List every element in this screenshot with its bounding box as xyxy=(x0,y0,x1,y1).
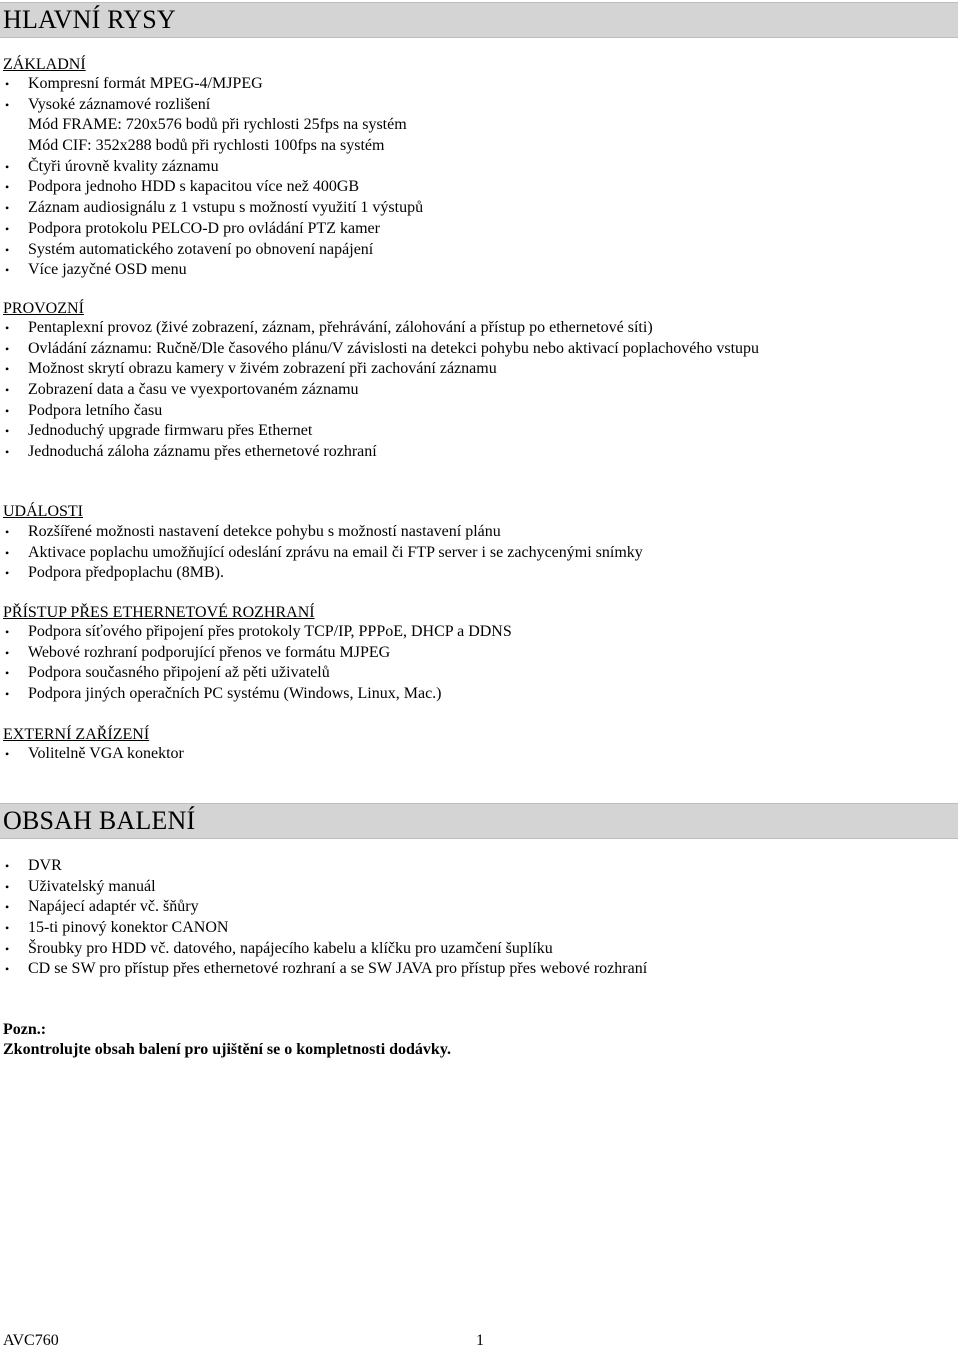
list-item-text: Podpora protokolu PELCO-D pro ovládání PTZ kamer xyxy=(28,219,380,237)
bullet-icon: • xyxy=(5,97,10,112)
main-heading: HLAVNÍ RYSY xyxy=(3,5,176,34)
list-item-text: Rozšířené možnosti nastavení detekce pohybu s možností nastavení plánu xyxy=(28,523,501,540)
heading-udalosti: UDÁLOSTI xyxy=(3,503,83,520)
list-item-text: Podpora letního času xyxy=(28,401,163,419)
footer-model: AVC760 xyxy=(3,1332,59,1349)
bullet-icon: • xyxy=(5,666,10,681)
list-item-text: Napájecí adaptér vč. šňůry xyxy=(28,898,199,916)
bullet-icon: • xyxy=(5,525,10,539)
bullet-icon: • xyxy=(5,687,10,702)
list-item-text: Více jazyčné OSD menu xyxy=(28,261,187,279)
list-item-text: Mód FRAME: 720x576 bodů při rychlosti 25fps na systém xyxy=(28,116,407,134)
bullet-icon: • xyxy=(5,362,10,377)
bullet-icon: • xyxy=(5,645,10,660)
bullet-icon: • xyxy=(5,341,10,356)
bullet-icon: • xyxy=(5,383,10,398)
bullet-icon: • xyxy=(5,879,10,894)
list-item-text: Mód CIF: 352x288 bodů při rychlosti 100fps na systém xyxy=(28,137,385,155)
list-item-text: Možnost skrytí obrazu kamery v živém zobrazení při zachování záznamu xyxy=(28,360,497,378)
heading-ethernet: PŘÍSTUP PŘES ETHERNETOVÉ ROZHRANÍ xyxy=(3,604,315,621)
list-item-text: Podpora současného připojení až pěti uživatelů xyxy=(28,664,330,682)
bullet-icon: • xyxy=(5,201,10,216)
bullet-icon: • xyxy=(5,445,10,460)
list-item-text: Kompresní formát MPEG-4/MJPEG xyxy=(28,75,263,92)
list-item-text: 15-ti pinový konektor CANON xyxy=(28,919,229,937)
bullet-icon: • xyxy=(5,180,10,195)
heading-provozni: PROVOZNÍ xyxy=(3,300,84,317)
list-item-text: CD se SW pro přístup přes ethernetové rozhraní a se SW JAVA pro přístup přes webové rozhraní xyxy=(28,960,648,978)
bullet-icon: • xyxy=(5,77,10,91)
bullet-icon: • xyxy=(5,747,10,761)
section-banner-main xyxy=(0,2,958,38)
bullet-icon: • xyxy=(5,263,10,278)
note-label: Pozn.: xyxy=(3,1021,47,1038)
list-item-text: Čtyři úrovně kvality záznamu xyxy=(28,157,219,175)
bullet-icon: • xyxy=(5,625,10,639)
bullet-icon: • xyxy=(5,941,10,956)
list-item-text: Webové rozhraní podporující přenos ve formátu MJPEG xyxy=(28,643,391,661)
bullet-icon: • xyxy=(5,859,10,873)
heading-externi: EXTERNÍ ZAŘÍZENÍ xyxy=(3,726,150,743)
list-item-text: Systém automatického zotavení po obnovení napájení xyxy=(28,240,374,258)
list-item-text: Podpora předpoplachu (8MB). xyxy=(28,564,224,582)
note-text: Zkontrolujte obsah balení pro ujištění se o kompletnosti dodávky. xyxy=(3,1041,451,1058)
bullet-icon: • xyxy=(5,403,10,418)
list-item-text: Šroubky pro HDD vč. datového, napájecího kabelu a klíčku pro uzamčení šuplíku xyxy=(28,939,553,957)
heading-zakladni: ZÁKLADNÍ xyxy=(3,56,86,73)
list-item-text: Uživatelský manuál xyxy=(28,877,156,895)
bullet-icon: • xyxy=(5,321,10,335)
list-item-text: Podpora síťového připojení přes protokoly TCP/IP, PPPoE, DHCP a DDNS xyxy=(28,623,512,640)
bullet-icon: • xyxy=(5,242,10,257)
section-banner-package xyxy=(0,803,958,839)
bullet-icon: • xyxy=(5,962,10,977)
list-item-text: Jednoduchý upgrade firmwaru přes Ethernet xyxy=(28,422,313,440)
package-heading: OBSAH BALENÍ xyxy=(3,806,196,835)
list-item-text: Aktivace poplachu umožňující odeslání zprávu na email či FTP server i se zachycenými snímky xyxy=(28,543,643,561)
bullet-icon: • xyxy=(5,159,10,174)
list-item-text: Vysoké záznamové rozlišení xyxy=(28,95,211,113)
bullet-icon: • xyxy=(5,221,10,236)
list-item-text: Ovládání záznamu: Ručně/Dle časového plánu/V závislosti na detekci pohybu nebo aktivací poplachového vstupu xyxy=(28,339,760,357)
list-item-text: Jednoduchá záloha záznamu přes ethernetové rozhraní xyxy=(28,443,377,461)
list-item-text: Podpora jednoho HDD s kapacitou více než 400GB xyxy=(28,178,360,196)
list-item-text: Pentaplexní provoz (živé zobrazení, záznam, přehrávání, zálohování a přístup po ethernetové síti) xyxy=(28,319,653,336)
list-item-text: DVR xyxy=(28,857,62,874)
list-item-text: Záznam audiosignálu z 1 vstupu s možností využití 1 výstupů xyxy=(28,199,424,217)
list-item-text: Zobrazení data a času ve vyexportovaném záznamu xyxy=(28,381,359,399)
bullet-icon: • xyxy=(5,921,10,936)
bullet-icon: • xyxy=(5,424,10,439)
footer-page-number: 1 xyxy=(476,1332,484,1349)
bullet-icon: • xyxy=(5,900,10,915)
bullet-icon: • xyxy=(5,566,10,581)
list-item-text: Podpora jiných operačních PC systému (Windows, Linux, Mac.) xyxy=(28,685,442,703)
list-item-text: Volitelně VGA konektor xyxy=(28,745,184,762)
bullet-icon: • xyxy=(5,545,10,560)
